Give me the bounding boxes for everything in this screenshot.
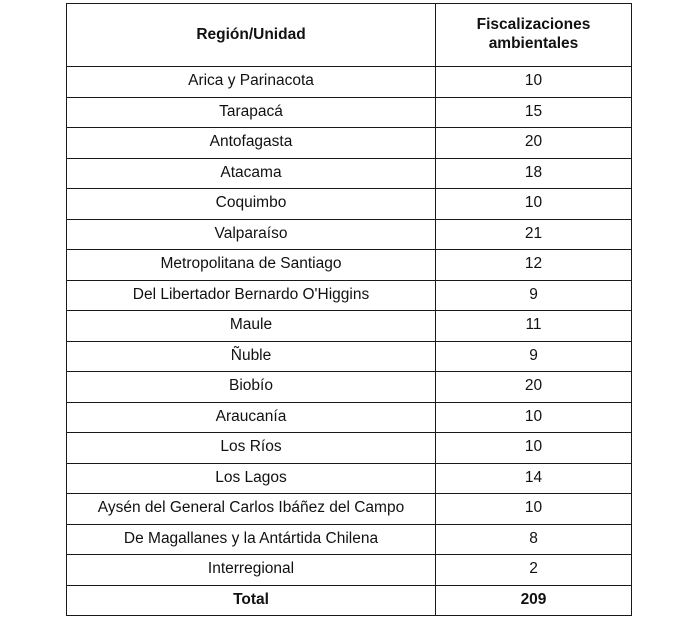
region-cell: Los Lagos <box>67 463 436 494</box>
table-row <box>67 402 632 433</box>
table-row <box>67 158 632 189</box>
inspections-table <box>66 3 632 616</box>
count-cell: 15 <box>436 97 632 128</box>
count-cell: 9 <box>436 280 632 311</box>
total-count: 209 <box>436 585 632 615</box>
region-cell: Interregional <box>67 555 436 586</box>
table-row <box>67 524 632 555</box>
table-header-row <box>67 4 632 67</box>
region-cell: Valparaíso <box>67 219 436 250</box>
count-cell: 12 <box>436 250 632 281</box>
region-cell: Antofagasta <box>67 128 436 159</box>
count-cell: 8 <box>436 524 632 555</box>
header-inspections-line2: ambientales <box>488 35 579 52</box>
table-row <box>67 189 632 220</box>
table-row <box>67 250 632 281</box>
region-cell: Metropolitana de Santiago <box>67 250 436 281</box>
table-row <box>67 372 632 403</box>
table-row <box>67 219 632 250</box>
region-cell: Aysén del General Carlos Ibáñez del Campo <box>67 494 436 525</box>
inspections-table-container <box>66 3 631 616</box>
count-cell: 21 <box>436 219 632 250</box>
count-cell: 10 <box>436 67 632 98</box>
header-inspections <box>436 4 632 67</box>
region-cell: Ñuble <box>67 341 436 372</box>
table-row <box>67 128 632 159</box>
table-row <box>67 463 632 494</box>
count-cell: 10 <box>436 494 632 525</box>
table-row <box>67 311 632 342</box>
region-cell: Los Ríos <box>67 433 436 464</box>
region-cell: Atacama <box>67 158 436 189</box>
count-cell: 10 <box>436 189 632 220</box>
region-cell: Biobío <box>67 372 436 403</box>
count-cell: 10 <box>436 402 632 433</box>
region-cell: Del Libertador Bernardo O'Higgins <box>67 280 436 311</box>
table-row <box>67 433 632 464</box>
count-cell: 20 <box>436 372 632 403</box>
table-row <box>67 67 632 98</box>
total-row <box>67 585 632 615</box>
count-cell: 20 <box>436 128 632 159</box>
region-cell: Coquimbo <box>67 189 436 220</box>
header-region: Región/Unidad <box>67 4 436 67</box>
count-cell: 14 <box>436 463 632 494</box>
table-row <box>67 555 632 586</box>
table-row <box>67 280 632 311</box>
region-cell: Tarapacá <box>67 97 436 128</box>
count-cell: 9 <box>436 341 632 372</box>
count-cell: 10 <box>436 433 632 464</box>
total-label: Total <box>67 585 436 615</box>
header-inspections-line1: Fiscalizaciones <box>476 16 591 34</box>
table-row <box>67 97 632 128</box>
region-cell: De Magallanes y la Antártida Chilena <box>67 524 436 555</box>
count-cell: 18 <box>436 158 632 189</box>
table-row <box>67 341 632 372</box>
region-cell: Araucanía <box>67 402 436 433</box>
region-cell: Maule <box>67 311 436 342</box>
table-row <box>67 494 632 525</box>
region-cell: Arica y Parinacota <box>67 67 436 98</box>
count-cell: 2 <box>436 555 632 586</box>
count-cell: 11 <box>436 311 632 342</box>
